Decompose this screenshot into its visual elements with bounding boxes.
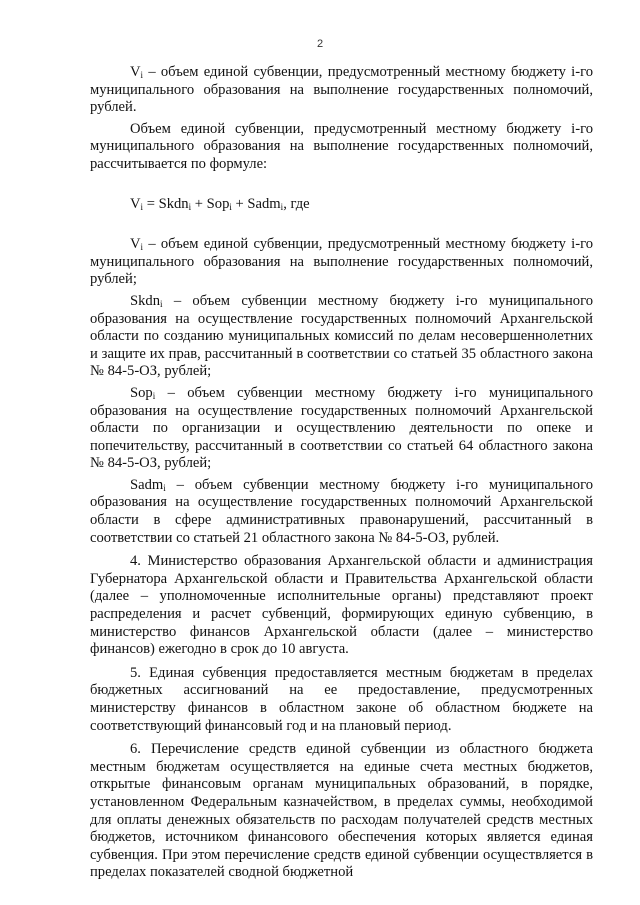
formula-sub: i	[140, 201, 144, 212]
symbol: Sadm	[130, 476, 164, 493]
formula-sub: i	[188, 201, 192, 212]
subscript: i	[163, 482, 166, 493]
paragraph-text: – объем субвенции местному бюджету i-го муниципального образования на осуществление государственных полномочий Архангельской области в сфере административных правонарушений, рассчитанный в соответствии со статьей 21 областного закона № 84-5-ОЗ, рублей.	[90, 476, 593, 546]
page-number: 2	[316, 38, 324, 50]
paragraph-formula-intro: Объем единой субвенции, предусмотренный местному бюджету i-го муниципального образования на выполнение государственных полномочий, рассчитывается по формуле:	[90, 120, 593, 172]
symbol: Sop	[130, 384, 153, 401]
formula-sub: i	[229, 201, 232, 212]
subscript: i	[140, 242, 144, 253]
paragraph-sadm-legend	[90, 477, 593, 547]
paragraph-text: – объем единой субвенции, предусмотренный местному бюджету i-го муниципального образования на выполнение государственных полномочий, рублей;	[90, 236, 593, 288]
paragraph-item-6: 6. Перечисление средств единой субвенции из областного бюджета местным бюджетам осуществляется на единые счета местных бюджетов, открытые финансовым органам муниципальных образований, в порядке, установленном Федеральным казначейством, в пределах суммы, необходимой для оплаты денежных обязательств по расходам получателей средств местных бюджетов, источником финансового обеспечения которых является единая субвенция. При этом перечисление средств единой субвенции осуществляется в пределах показателей сводной бюджетной	[90, 741, 593, 881]
subscript: i	[140, 70, 144, 80]
paragraph-skdn-legend	[90, 293, 593, 381]
formula-skdn: = Skdn	[143, 195, 189, 212]
formula-v: V	[130, 195, 141, 212]
subscript: i	[160, 298, 163, 309]
formula-tail: , где	[283, 195, 310, 212]
formula-sop: + Sop	[191, 195, 230, 212]
paragraph-text: – объем субвенции местному бюджету i-го муниципального образования на осуществление государственных полномочий Архангельской области по организации и осуществлению деятельности по опеке и попечительству, рассчитанный в соответствии со статьей 64 областного закона № 84-5-ОЗ, рублей;	[90, 384, 593, 472]
formula	[90, 196, 593, 214]
paragraph-text: – объем субвенции местному бюджету i-го муниципального образования на осуществление государственных полномочий Архангельской области по созданию муниципальных комиссий по делам несовершеннолетних и защите их прав, рассчитанный в соответствии со статьей 35 областного закона № 84-5-ОЗ, рублей;	[90, 292, 593, 380]
formula-sadm: + Sadm	[231, 195, 281, 212]
subscript: i	[152, 390, 156, 401]
paragraph-sop-legend	[90, 385, 593, 473]
paragraph-vi-definition	[90, 64, 593, 117]
formula-sub: i	[280, 201, 284, 212]
paragraph-vi-legend	[90, 236, 593, 289]
symbol: Skdn	[130, 292, 161, 309]
paragraph-text: – объем единой субвенции, предусмотренный местному бюджету i-го муниципального образования на выполнение государственных полномочий, рублей.	[90, 64, 593, 116]
paragraph-item-4: 4. Министерство образования Архангельской области и администрация Губернатора Архангельской области и Правительства Архангельской области (далее – уполномоченные исполнительные органы) представляют проект распределения и расчет субвенций, формирующих единую субвенцию, в министерство финансов Архангельской области (далее – министерство финансов) ежегодно в срок до 10 августа.	[90, 553, 593, 658]
document-body	[90, 64, 593, 886]
paragraph-item-5: 5. Единая субвенция предоставляется местным бюджетам в пределах бюджетных ассигнований на ее предоставление, предусмотренных министерству финансов в областном законе об областном бюджете на соответствующий финансовый год и на плановый период.	[90, 664, 593, 734]
symbol: V	[130, 236, 141, 253]
symbol: V	[130, 64, 141, 80]
